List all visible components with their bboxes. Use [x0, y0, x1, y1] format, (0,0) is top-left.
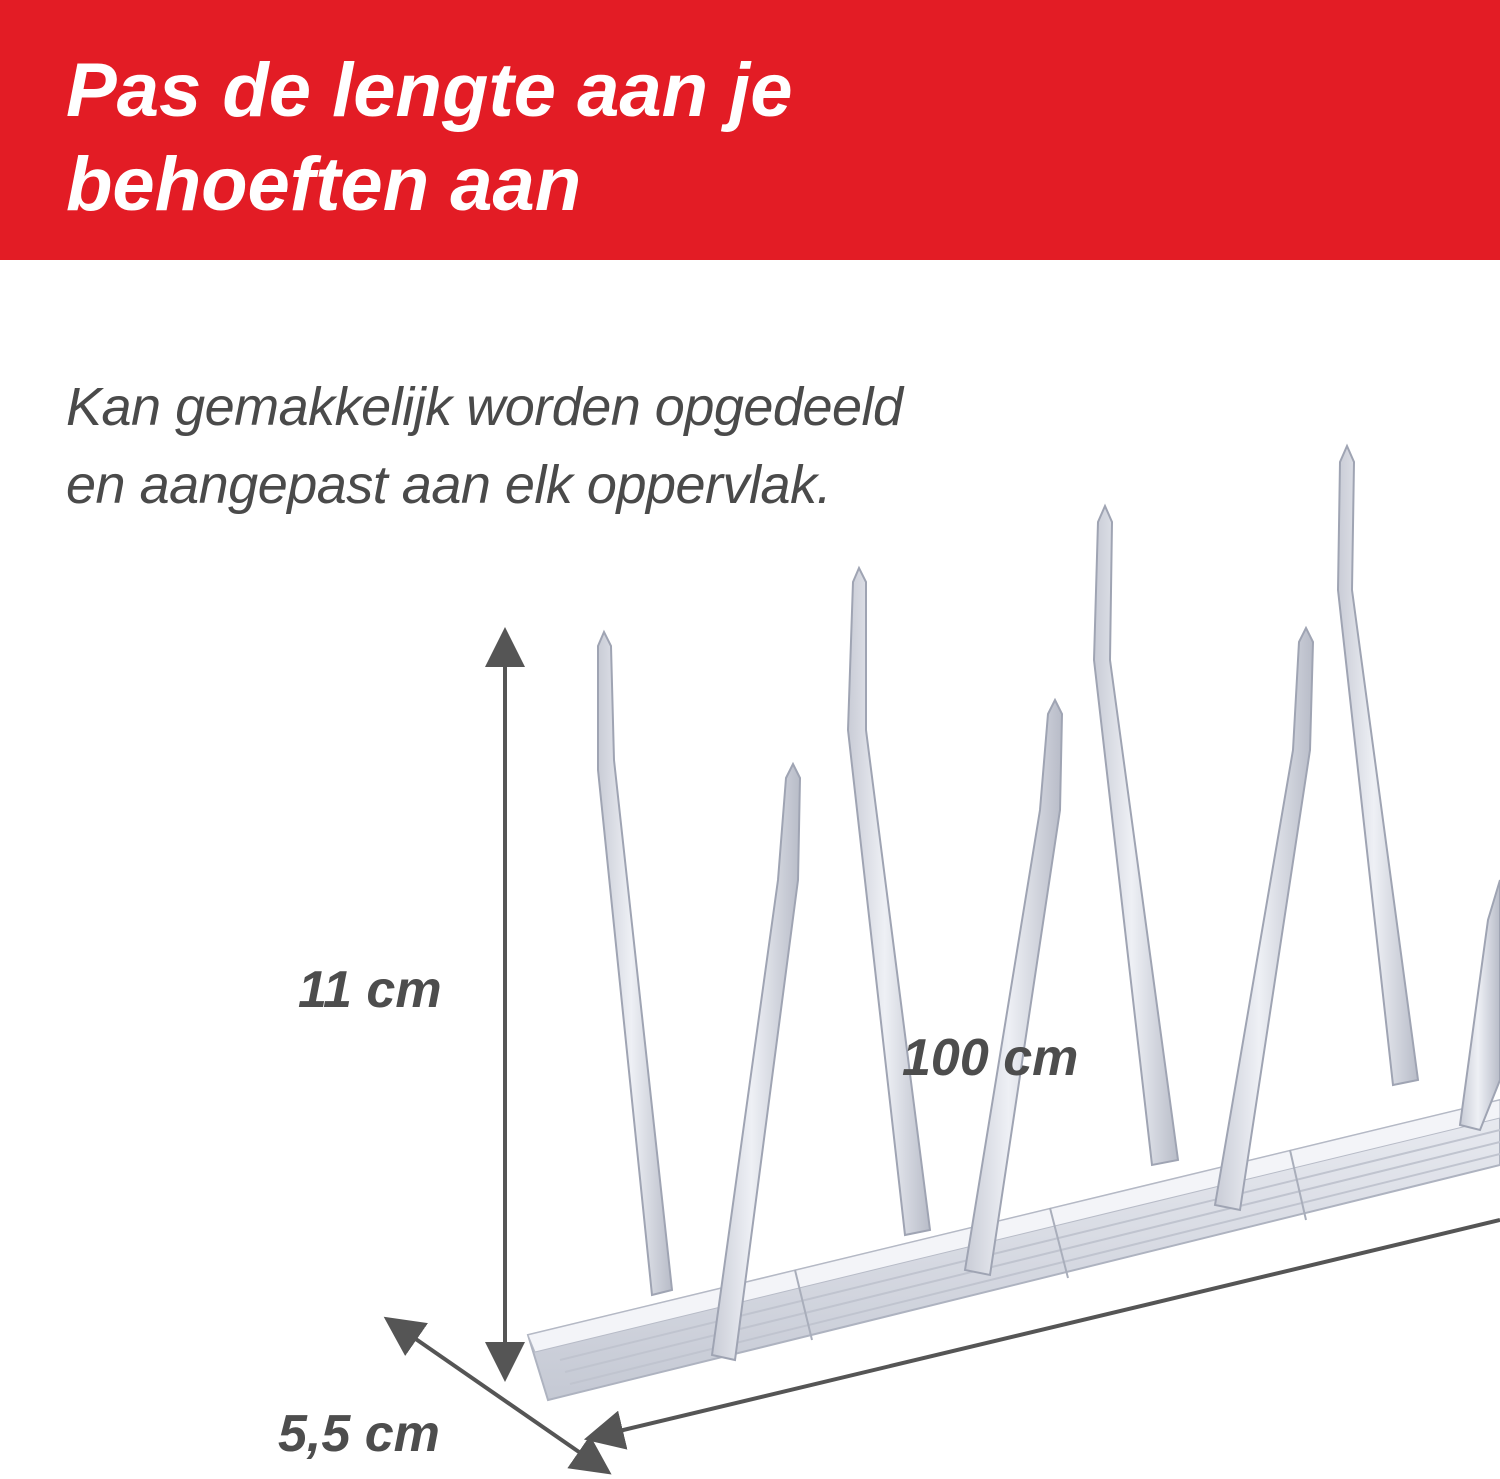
spike [1094, 506, 1178, 1165]
spike [1215, 628, 1313, 1210]
spike [965, 700, 1062, 1275]
spike [848, 568, 930, 1235]
spike [1460, 880, 1500, 1130]
depth-label: 5,5 cm [278, 1405, 440, 1463]
subtitle-line1: Kan gemakkelijk worden opgedeeld [66, 377, 903, 437]
length-label: 100 cm [902, 1029, 1079, 1087]
spike [598, 632, 672, 1295]
spike [712, 764, 800, 1360]
banner-title-line1: Pas de lengte aan je [66, 48, 793, 133]
spike [1338, 446, 1418, 1085]
height-label: 11 cm [298, 961, 442, 1019]
banner-title-line2: behoeften aan [66, 142, 582, 227]
subtitle-line2: en aangepast aan elk oppervlak. [66, 455, 832, 515]
spike-base-strip [528, 1100, 1500, 1400]
